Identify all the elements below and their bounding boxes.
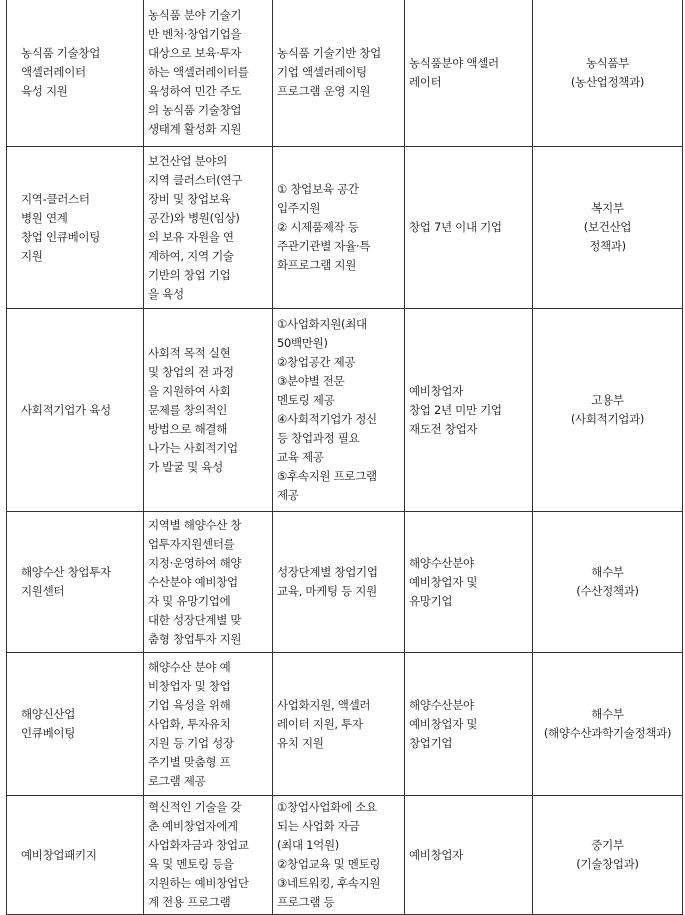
cell-text-line: 프로그램 등: [277, 895, 335, 909]
cell-text-line: 기업 액셀러레이팅: [277, 65, 367, 79]
program-name-cell: [7, 653, 144, 796]
cell-text-line: (사회적기업과): [570, 412, 645, 426]
cell-text-line: 나가는 사회적기업: [148, 440, 238, 455]
cell-text-line: 주관기관별 자율·특: [277, 239, 371, 253]
cell-text-line: 농식품부: [585, 55, 630, 70]
cell-text-line: 지원 등 기업 성장: [148, 735, 234, 750]
cell-text-line: 지원센터: [21, 584, 65, 598]
table-row: [7, 0, 683, 147]
cell-text-line: 지원: [21, 248, 43, 263]
ministry-cell: [533, 512, 683, 653]
cell-text-line: (보건산업: [583, 220, 632, 234]
cell-text-line: 지역 클러스터(연구: [148, 172, 243, 187]
cell-text-line: 방법으로 해결해: [148, 421, 228, 436]
cell-text-line: 농식품 기술창업: [21, 46, 101, 60]
program-description-cell: [144, 653, 273, 796]
cell-text-line: 육성하여 민간 주도: [148, 84, 242, 98]
program-name-cell: [7, 512, 144, 653]
cell-text-line: 고용부: [591, 393, 624, 407]
cell-text-line: 복지부: [591, 201, 624, 215]
support-content-cell: [273, 309, 405, 512]
cell-text-line: ①사업화지원(최대: [277, 317, 367, 331]
cell-text-line: 예비창업자 및: [409, 574, 478, 589]
ministry-cell: [533, 309, 683, 512]
cell-text-line: 및 창업의 전 과정: [148, 364, 234, 379]
cell-text-line: 반 벤처·창업기업을: [148, 27, 242, 41]
cell-text-line: 인큐베이팅: [21, 726, 76, 740]
cell-text-line: 액셀러레이터: [21, 65, 86, 79]
cell-text-line: 육성 지원: [21, 84, 68, 98]
cell-text-line: 사회적기업가 육성: [21, 402, 111, 417]
cell-text-line: 을 육성: [148, 286, 184, 301]
cell-text-line: ⑤후속지원 프로그램: [277, 469, 377, 483]
cell-text-line: 프로그램 운영 지원: [277, 84, 371, 98]
cell-text-line: 춘 예비창업자에게: [148, 819, 238, 833]
cell-text-line: 해양수산 분야 예: [148, 659, 231, 674]
program-description-cell: [144, 309, 273, 512]
cell-text-line: 중기부: [591, 838, 624, 852]
cell-text-line: 자 및 유망기업에: [148, 593, 231, 608]
cell-text-line: 가 발굴 및 육성: [148, 459, 223, 474]
cell-text-line: 공간)와 병원(임상): [148, 210, 240, 225]
cell-text-line: 지역별 해양수산 창: [148, 517, 242, 532]
cell-text-line: 화프로그램 지원: [277, 258, 357, 272]
cell-text-line: 문제를 창의적인: [148, 402, 228, 417]
cell-text-line: 주기별 맞춤형 프: [148, 754, 231, 769]
cell-text-line: ②창업교육 및 멘토링: [277, 857, 381, 871]
table-row: [7, 147, 683, 309]
cell-text-line: 사업화자금과 창업교: [148, 838, 249, 852]
cell-text-line: 레이터: [409, 74, 442, 89]
cell-text-line: 제공: [277, 488, 299, 502]
program-description-cell: [144, 0, 273, 147]
cell-text-line: ③분야별 전문: [277, 374, 345, 388]
cell-text-line: 재도전 창업자: [409, 421, 478, 436]
cell-text-line: (농산업정책과): [570, 74, 645, 89]
cell-text-line: 정책과): [589, 239, 626, 253]
program-name-cell: [7, 147, 144, 309]
cell-text-line: 사업화지원, 액셀러: [277, 697, 371, 712]
cell-text-line: 병원 연계: [21, 210, 68, 225]
cell-text-line: 교육, 마케팅 등 지원: [277, 584, 377, 598]
target-cell: [405, 512, 533, 653]
ministry-cell: [533, 796, 683, 915]
program-name-cell: [7, 309, 144, 512]
program-description-cell: [144, 147, 273, 309]
cell-text-line: 예비창업자: [409, 383, 464, 398]
cell-text-line: 하는 액셀러레이터를: [148, 65, 249, 79]
cell-text-line: 의 보유 자원을 연: [148, 229, 234, 244]
table-row: [7, 309, 683, 512]
program-name-cell: [7, 0, 144, 147]
support-content-cell: [273, 653, 405, 796]
cell-text-line: 농식품분야 액셀러: [409, 55, 499, 70]
cell-text-line: 춤형 창업투자 지원: [148, 631, 242, 646]
cell-text-line: (해양수산과학기술정책과): [543, 726, 672, 740]
cell-text-line: 업투자지원센터를: [148, 536, 235, 551]
cell-text-line: 비창업자 및 창업: [148, 678, 231, 693]
cell-text-line: (최대 1억원): [277, 838, 339, 852]
cell-text-line: 지원하는 예비창업단: [148, 876, 249, 890]
cell-text-line: 보건산업 분야의: [148, 153, 228, 168]
cell-text-line: (기술창업과): [576, 857, 639, 871]
cell-text-line: ③네트워킹, 후속지원: [277, 876, 381, 890]
cell-text-line: 사회적 목적 실현: [148, 345, 231, 360]
cell-text-line: 교육 제공: [277, 450, 324, 464]
target-cell: [405, 796, 533, 915]
cell-text-line: 유치 지원: [277, 735, 324, 750]
cell-text-line: 등 창업과정 필요: [277, 431, 360, 445]
program-name-cell: [7, 796, 144, 915]
cell-text-line: 을 지원하여 사회: [148, 383, 231, 398]
target-cell: [405, 309, 533, 512]
cell-text-line: 멘토링 제공: [277, 393, 335, 407]
cell-text-line: 육 및 멘토링 등을: [148, 857, 234, 871]
ministry-cell: [533, 0, 683, 147]
program-table: [6, 0, 683, 915]
cell-text-line: (수산정책과): [576, 584, 639, 598]
cell-text-line: 생태계 활성화 지원: [148, 122, 242, 136]
cell-text-line: 레이터 지원, 투자: [277, 716, 363, 731]
cell-text-line: 농식품 분야 기술기: [148, 8, 242, 22]
cell-text-line: 해양수산분야: [409, 697, 474, 712]
cell-text-line: 해양수산분야: [409, 555, 474, 570]
cell-text-line: 로그램 제공: [148, 773, 206, 788]
cell-text-line: 대상으로 보육·투자: [148, 46, 242, 60]
cell-text-line: 창업기업: [409, 735, 453, 750]
cell-text-line: ②창업공간 제공: [277, 355, 356, 369]
table-row: [7, 653, 683, 796]
table-row: [7, 512, 683, 653]
cell-text-line: 성장단계별 창업기업: [277, 565, 378, 579]
table-row: [7, 796, 683, 915]
cell-text-line: 지정·운영하여 해양: [148, 555, 242, 570]
cell-text-line: 수산분야 예비창업: [148, 574, 238, 589]
cell-text-line: ④사회적기업가 정신: [277, 412, 377, 426]
cell-text-line: ② 시제품제작 등: [277, 220, 359, 234]
target-cell: [405, 653, 533, 796]
cell-text-line: 유망기업: [409, 593, 453, 608]
cell-text-line: 해수부: [591, 707, 624, 721]
program-description-cell: [144, 796, 273, 915]
cell-text-line: 기반의 창업 기업: [148, 267, 231, 282]
cell-text-line: 혁신적인 기술을 갖: [148, 800, 242, 814]
cell-text-line: 창업 2년 미만 기업: [409, 402, 502, 417]
ministry-cell: [533, 653, 683, 796]
cell-text-line: 해수부: [591, 565, 624, 579]
cell-text-line: 지역-클러스터: [21, 191, 90, 206]
support-content-cell: [273, 0, 405, 147]
support-content-cell: [273, 512, 405, 653]
cell-text-line: 장비 및 창업보육: [148, 191, 231, 206]
cell-text-line: 기업 육성을 위해: [148, 697, 231, 712]
cell-text-line: ①창업사업화에 소요: [277, 800, 377, 814]
support-content-cell: [273, 796, 405, 915]
cell-text-line: 창업 인큐베이팅: [21, 229, 101, 244]
cell-text-line: 계 전용 프로그램: [148, 895, 231, 909]
cell-text-line: 창업 7년 이내 기업: [409, 220, 502, 234]
cell-text-line: 해양수산 창업투자: [21, 565, 111, 579]
support-content-cell: [273, 147, 405, 309]
cell-text-line: 대한 성장단계별 맞: [148, 612, 242, 627]
target-cell: [405, 147, 533, 309]
cell-text-line: 예비창업자: [409, 847, 464, 862]
cell-text-line: 예비창업자 및: [409, 716, 478, 731]
cell-text-line: 농식품 기술기반 창업: [277, 46, 381, 60]
cell-text-line: 되는 사업화 자금: [277, 819, 360, 833]
cell-text-line: 의 농식품 기술창업: [148, 103, 242, 117]
program-description-cell: [144, 512, 273, 653]
cell-text-line: 사업화, 투자유치: [148, 716, 231, 731]
cell-text-line: 50백만원): [277, 336, 328, 350]
cell-text-line: 해양신산업: [21, 707, 76, 721]
target-cell: [405, 0, 533, 147]
cell-text-line: 예비창업패키지: [21, 847, 97, 862]
ministry-cell: [533, 147, 683, 309]
cell-text-line: 계하여, 지역 기술: [148, 248, 234, 263]
cell-text-line: 입주지원: [277, 201, 321, 215]
cell-text-line: ① 창업보육 공간: [277, 182, 359, 196]
